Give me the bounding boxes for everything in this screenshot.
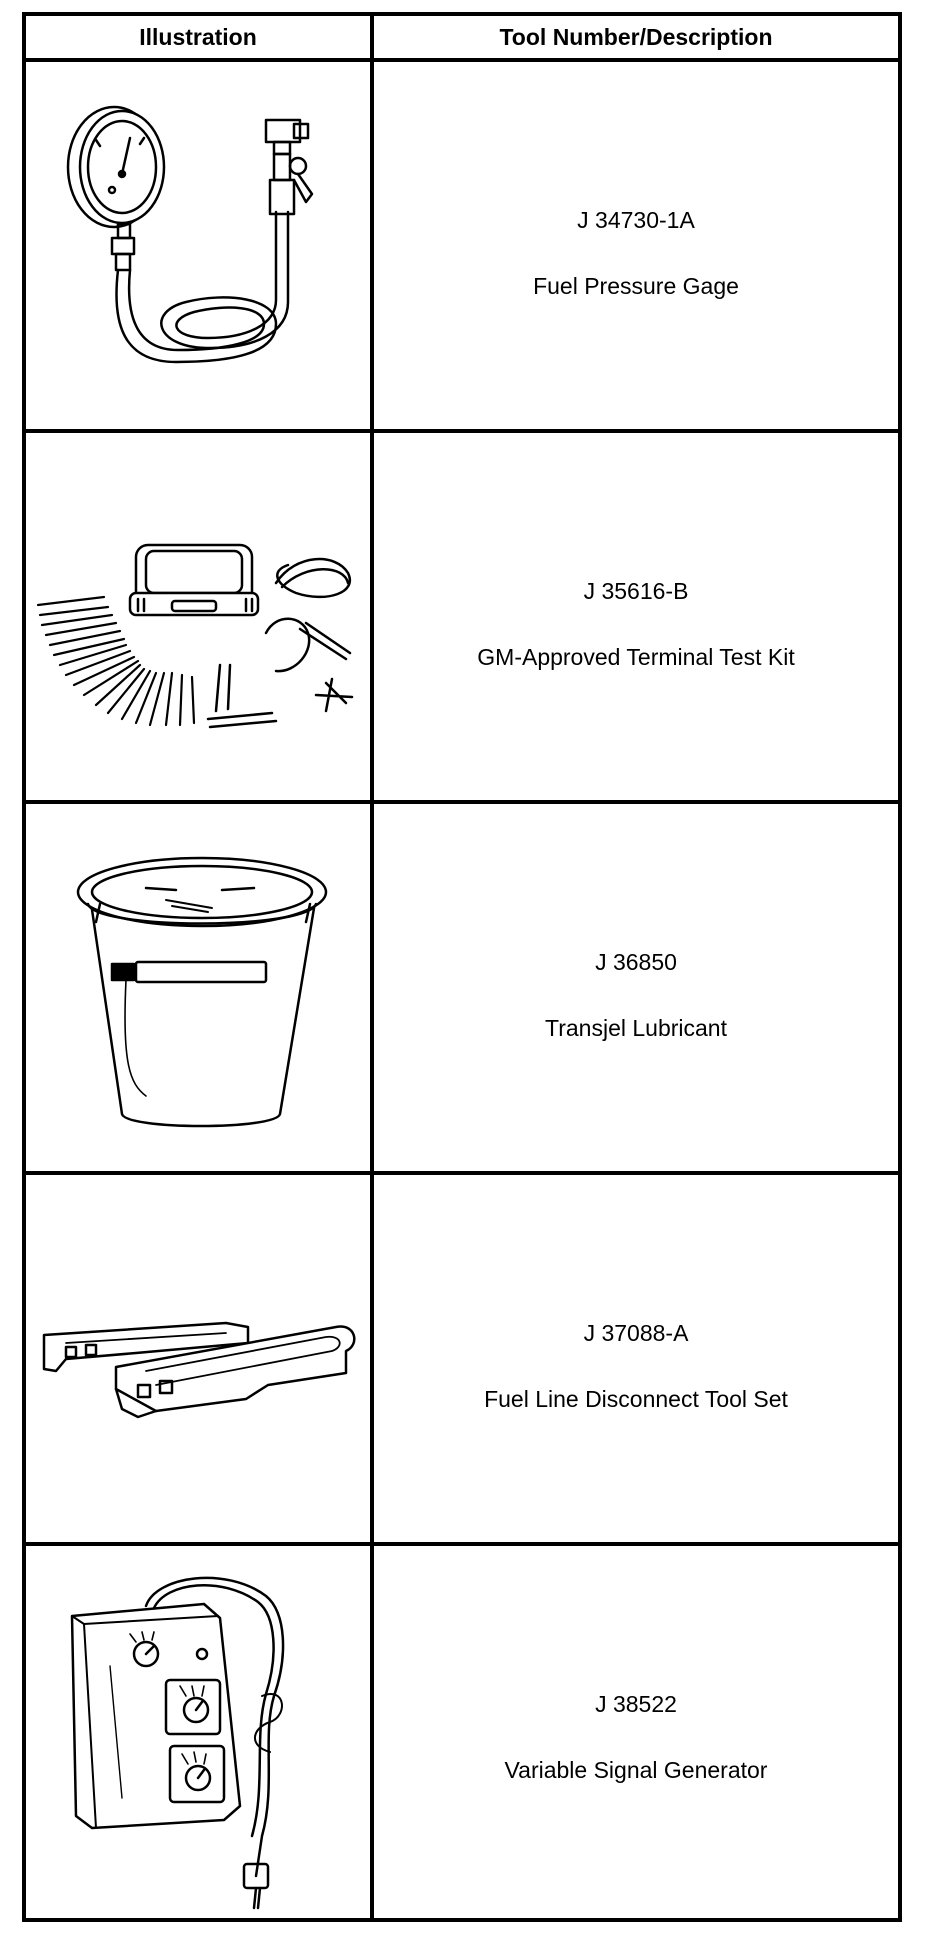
tool-number: J 38522	[595, 1691, 677, 1717]
tool-description-cell	[374, 1175, 898, 1542]
tool-name: Transjel Lubricant	[545, 1015, 727, 1041]
tool-name: Fuel Pressure Gage	[533, 273, 739, 299]
tool-description-cell	[374, 1546, 898, 1913]
tool-description-cell	[374, 433, 898, 800]
tool-number: J 34730-1A	[577, 207, 695, 233]
header-illustration: Illustration	[139, 24, 257, 50]
table-row	[26, 1546, 898, 1917]
terminal-test-kit-icon	[26, 433, 370, 800]
tool-description-cell	[374, 62, 898, 429]
table-row	[26, 433, 898, 804]
tool-number: J 37088-A	[583, 1320, 689, 1346]
table-row	[26, 804, 898, 1175]
tool-number: J 35616-B	[583, 578, 689, 604]
fuel-line-disconnect-tool-icon	[26, 1175, 370, 1542]
transjel-lubricant-tub-icon	[26, 804, 370, 1171]
fuel-pressure-gage-icon	[26, 62, 370, 429]
table-header	[26, 16, 898, 62]
table-row	[26, 62, 898, 433]
header-tool-number-description: Tool Number/Description	[499, 24, 773, 50]
tool-number: J 36850	[595, 949, 677, 975]
tool-table	[22, 12, 902, 1922]
tool-name: Variable Signal Generator	[504, 1757, 768, 1783]
variable-signal-generator-icon	[26, 1546, 370, 1913]
tool-name: GM-Approved Terminal Test Kit	[477, 644, 795, 670]
tool-description-cell	[374, 804, 898, 1171]
tool-name: Fuel Line Disconnect Tool Set	[484, 1386, 788, 1412]
table-row	[26, 1175, 898, 1546]
